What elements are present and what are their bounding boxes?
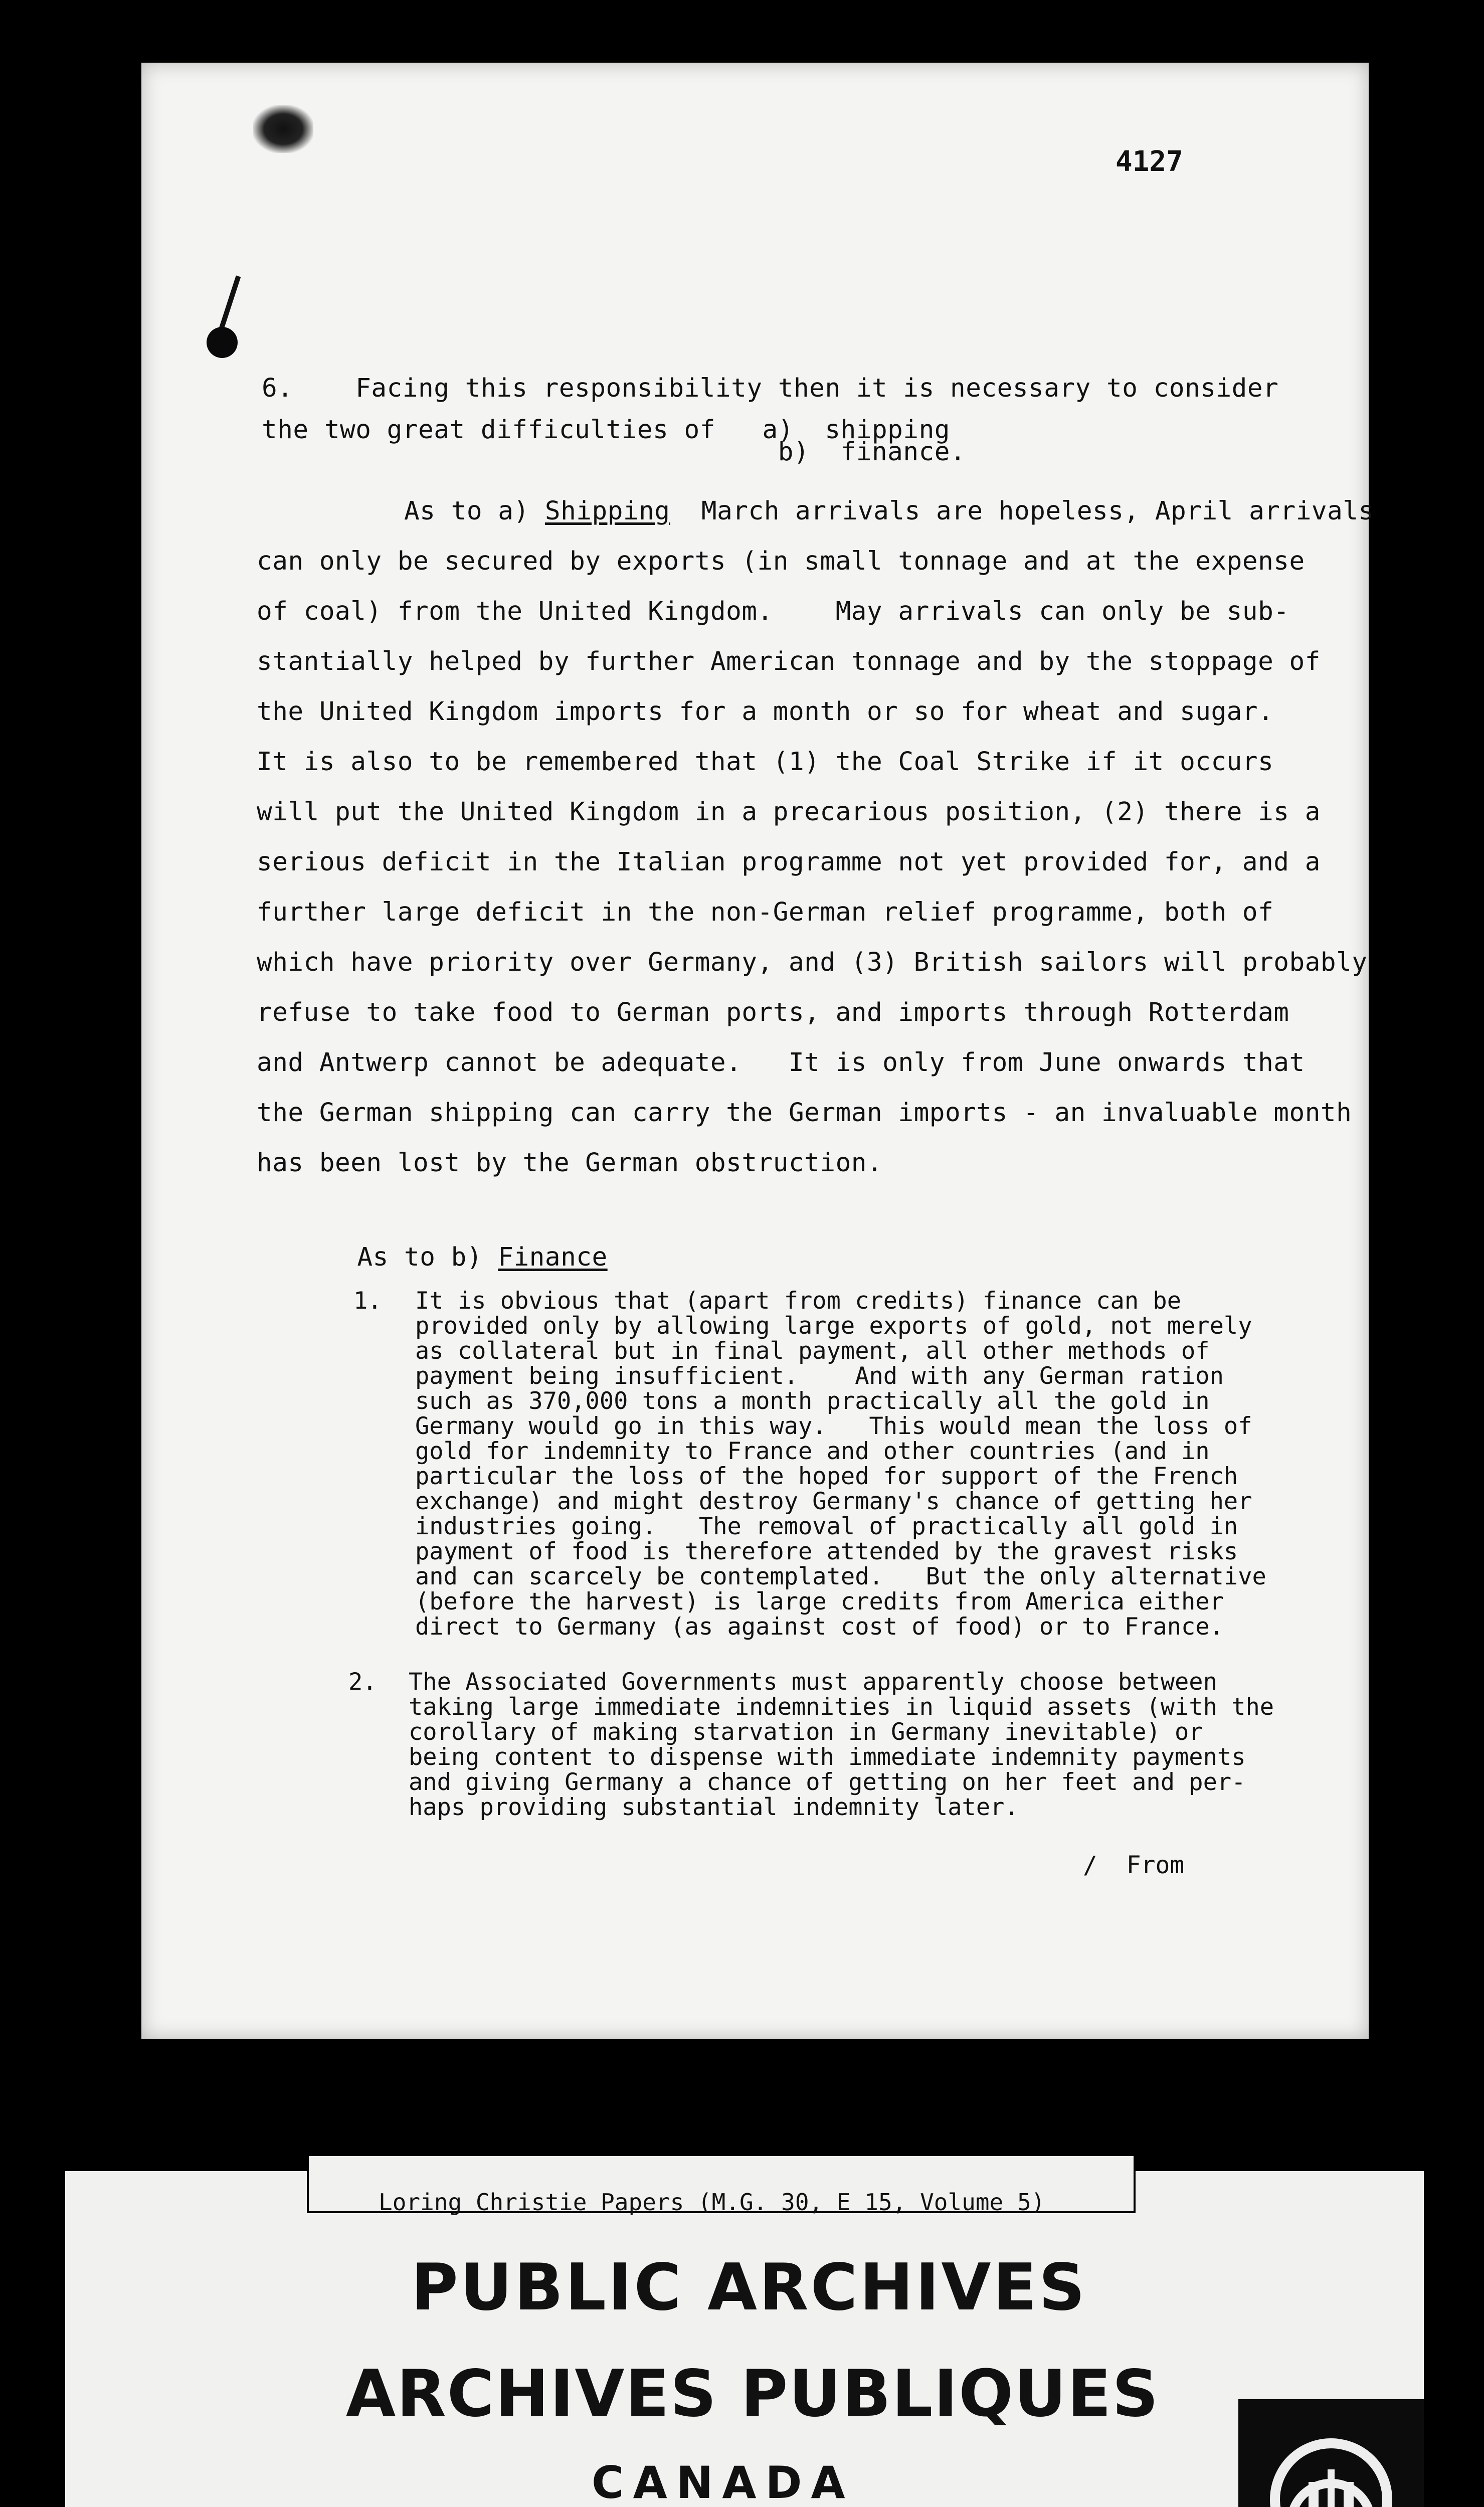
paragraph-6-line: the two great difficulties of a) shipping <box>262 415 951 445</box>
paragraph-6-line: stantially helped by further American tonnage and by the stoppage of <box>257 647 1321 676</box>
archives-logo-icon <box>1266 2434 1396 2507</box>
finance-heading <box>326 1212 608 1273</box>
item-2-line: being content to dispense with immediate indemnity payments <box>409 1743 1246 1771</box>
item-2-line: corollary of making starvation in Germany inevitable) or <box>409 1718 1203 1746</box>
finance-underlined: Finance <box>498 1242 608 1272</box>
item-2-line: haps providing substantial indemnity later. <box>409 1794 1019 1821</box>
ink-smudge <box>253 105 313 153</box>
paragraph-6-line: and Antwerp cannot be adequate. It is only from June onwards that <box>257 1048 1305 1078</box>
item-1-line: direct to Germany (as against cost of food) or to France. <box>415 1613 1224 1641</box>
paragraph-6-line: which have priority over Germany, and (3) British sailors will probably <box>257 948 1368 977</box>
paragraph-6-line: can only be secured by exports (in small tonnage and at the expense <box>257 547 1305 576</box>
paragraph-6-line: further large deficit in the non-German relief programme, both of <box>257 898 1274 927</box>
page-number: 4127 <box>1116 145 1183 178</box>
item-1-line: as collateral but in final payment, all other methods of <box>415 1337 1210 1365</box>
item-1-number: 1. <box>353 1287 382 1315</box>
item-2-line: taking large immediate indemnities in liquid assets (with the <box>409 1693 1274 1721</box>
archives-logo <box>1238 2399 1424 2507</box>
item-1-line: provided only by allowing large exports of gold, not merely <box>415 1312 1252 1340</box>
item-1-line: payment of food is therefore attended by the gravest risks <box>415 1538 1238 1565</box>
paragraph-6-line: serious deficit in the Italian programme not yet provided for, and a <box>257 847 1321 877</box>
item-1-line: gold for indemnity to France and other countries (and in <box>415 1438 1210 1465</box>
archive-country: CANADA <box>592 2457 854 2507</box>
paragraph-6-line: has been lost by the German obstruction. <box>257 1148 883 1178</box>
shipping-underlined: Shipping <box>544 496 670 526</box>
item-1-line: and can scarcely be contemplated. But the only alternative <box>415 1563 1266 1590</box>
finance-heading-text: As to b) Finance <box>357 1242 608 1272</box>
paragraph-6-line: the United Kingdom imports for a month or so for wheat and sugar. <box>257 697 1274 727</box>
item-1-line: It is obvious that (apart from credits) finance can be <box>415 1287 1182 1315</box>
paragraph-6-line: the German shipping can carry the German imports - an invaluable month <box>257 1098 1352 1128</box>
paragraph-6-line: It is also to be remembered that (1) the Coal Strike if it occurs <box>257 747 1274 777</box>
item-1-line: payment being insufficient. And with any German ration <box>415 1362 1224 1390</box>
catchword: / From <box>1083 1851 1185 1879</box>
paragraph-6-line: will put the United Kingdom in a precarious position, (2) there is a <box>257 797 1321 827</box>
collection-reference: Loring Christie Papers (M.G. 30, E 15, Volume 5) <box>379 2189 1045 2216</box>
item-1-line: industries going. The removal of practically all gold in <box>415 1513 1238 1540</box>
item-1-line: exchange) and might destroy Germany's chance of getting her <box>415 1488 1252 1515</box>
item-1-line: such as 370,000 tons a month practically all the gold in <box>415 1387 1210 1415</box>
archive-name-fr: ARCHIVES PUBLIQUES <box>346 2357 1160 2431</box>
archive-name-en: PUBLIC ARCHIVES <box>411 2250 1087 2325</box>
paragraph-6-line: b) finance. <box>262 437 966 467</box>
paragraph-6-line: As to a) Shipping March arrivals are hopeless, April arrivals <box>326 496 1374 526</box>
paragraph-6-line: 6. Facing this responsibility then it is necessary to consider <box>262 374 1279 403</box>
item-1-line: (before the harvest) is large credits from America either <box>415 1588 1224 1616</box>
item-2-line: The Associated Governments must apparently choose between <box>409 1668 1217 1696</box>
item-2-line: and giving Germany a chance of getting on her feet and per- <box>409 1768 1246 1796</box>
paragraph-6-line: refuse to take food to German ports, and imports through Rotterdam <box>257 998 1289 1027</box>
item-1-line: Germany would go in this way. This would mean the loss of <box>415 1412 1252 1440</box>
item-2-number: 2. <box>348 1668 377 1696</box>
paragraph-6-line: of coal) from the United Kingdom. May arrivals can only be sub- <box>257 597 1289 626</box>
punch-hole <box>207 327 238 358</box>
item-1-line: particular the loss of the hoped for support of the French <box>415 1463 1238 1490</box>
